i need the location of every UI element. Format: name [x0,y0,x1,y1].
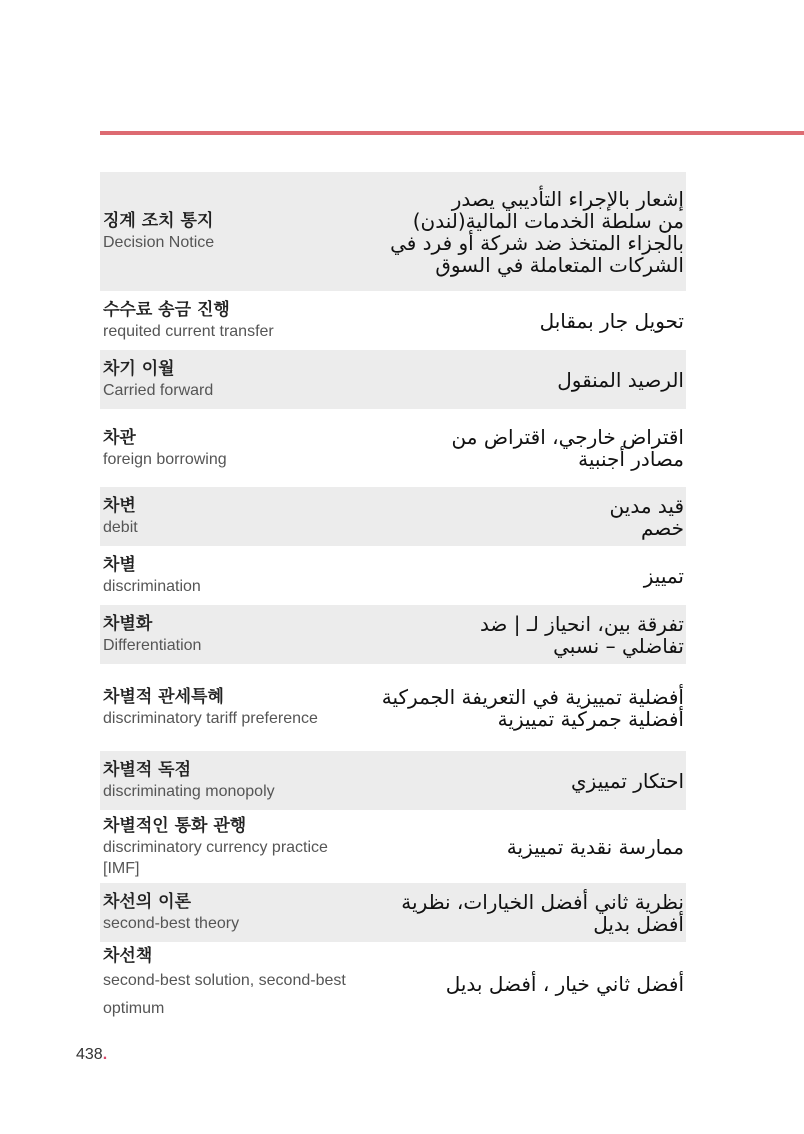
korean-term: 차관 [103,427,136,448]
glossary-row [100,664,686,751]
glossary-row [100,409,686,487]
korean-term: 수수료 송금 진행 [103,300,230,320]
glossary-table [100,172,686,1026]
korean-term: 차변 [103,496,136,516]
glossary-row [100,172,686,291]
korean-term: 차별화 [103,614,153,634]
arabic-term: إشعار بالإجراء التأديبي يصدر من سلطة الخدمات المالية(لندن) بالجزاء المتخذ ضد شركة أو فرد في الشركات المتعاملة في السوق [390,186,684,277]
english-term: Decision Notice [103,234,215,251]
korean-term: 차별적 관세특혜 [103,687,224,707]
english-term: second-best theory [103,915,240,932]
glossary-row [100,350,686,409]
english-term: requited current transfer [103,323,274,340]
glossary-row [100,810,686,883]
page-number [76,1046,107,1064]
glossary-row [100,546,686,605]
glossary-row [100,942,686,1026]
english-term: debit [103,519,138,536]
glossary-row [100,751,686,810]
arabic-term: أفضل ثاني خيار ، أفضل بديل [445,972,684,996]
english-term: discriminatory tariff preference [103,710,318,727]
glossary-row [100,291,686,350]
arabic-term: تحويل جار بمقابل [539,308,684,333]
page-number-dot: . [102,1046,108,1063]
arabic-term: الرصيد المنقول [557,367,684,392]
korean-term: 차별 [103,555,136,575]
glossary-row [100,605,686,664]
header-rule [100,131,804,135]
korean-term: 차선책 [103,946,153,966]
korean-term: 징계 조치 통지 [103,211,214,231]
english-term: foreign borrowing [103,450,227,468]
english-term: discriminating monopoly [103,783,275,800]
arabic-term: تفرقة بين، انحياز لـ | ضد تفاضلي – نسبي [479,611,684,658]
arabic-term: تمييز [643,563,684,588]
english-term: second-best solution, second-best optimum [103,972,346,1017]
arabic-term: قيد مدين خصم [609,493,684,540]
english-term: discrimination [103,578,201,595]
english-term: discriminatory currency practice [IMF] [103,838,328,877]
page-number-value: 438 [76,1046,103,1063]
arabic-term: أفضلية تمييزية في التعريفة الجمركية أفضلية جمركية تمييزية [381,684,684,731]
english-term: Differentiation [103,637,202,654]
arabic-term: نظرية ثاني أفضل الخيارات، نظرية أفضل بديل [401,889,684,936]
english-term: Carried forward [103,382,214,399]
arabic-term: اقتراض خارجي، اقتراض من مصادر أجنبية [451,425,684,471]
arabic-term: احتكار تمييزي [571,768,684,793]
korean-term: 차선의 이론 [103,892,192,912]
glossary-row [100,487,686,546]
arabic-term: ممارسة نقدية تمييزية [506,834,684,859]
korean-term: 차기 이월 [103,359,175,379]
korean-term: 차별적인 통화 관행 [103,815,247,836]
glossary-row [100,883,686,942]
korean-term: 차별적 독점 [103,760,192,780]
